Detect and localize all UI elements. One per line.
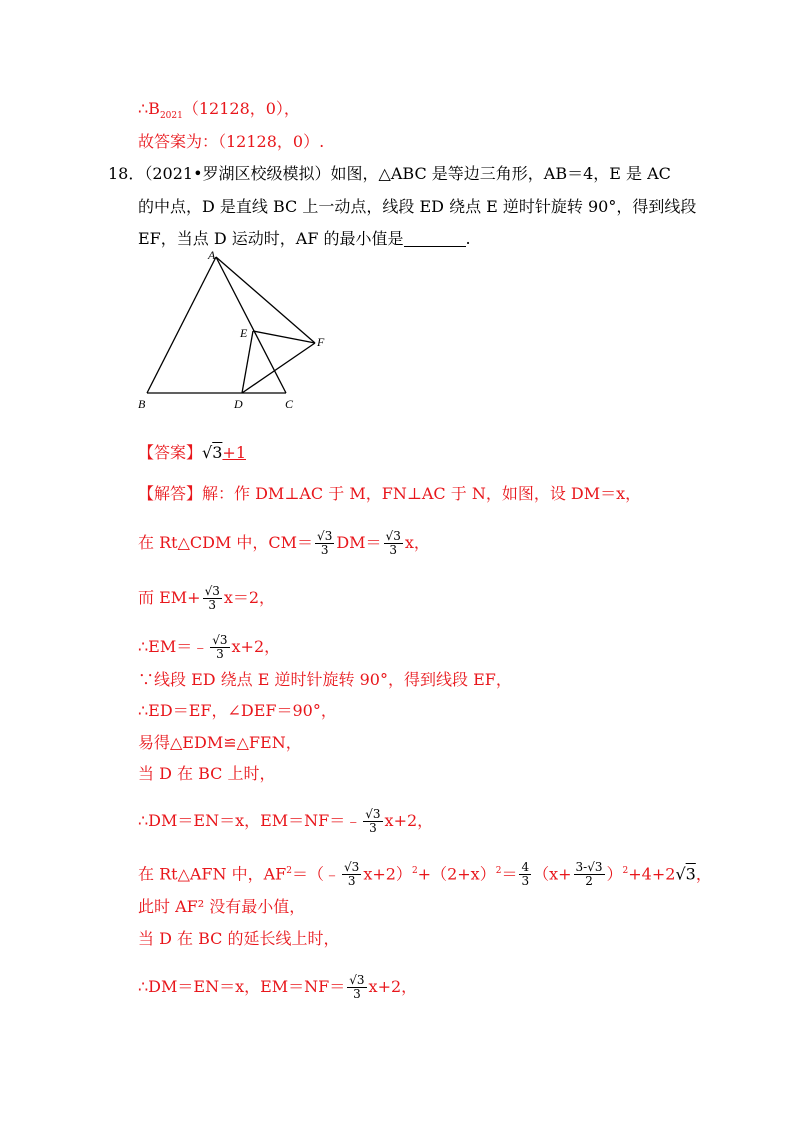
text: （12128，0）， (182, 99, 300, 118)
sqrt-expression: √3 (202, 443, 223, 462)
question-number: 18． (108, 164, 145, 183)
superscript: 2 (286, 866, 293, 876)
fraction-sqrt3-over-3 (384, 530, 403, 557)
prev-answer-line (138, 98, 300, 127)
text: DM＝ (336, 533, 382, 552)
question-line-1 (108, 163, 671, 185)
radicand: 3 (212, 443, 223, 462)
answer-label: 【答案】 (138, 443, 203, 462)
text: 此时 AF² 没有最小值， (138, 897, 306, 916)
text: x＝2， (223, 588, 276, 607)
fraction-sqrt3-over-3 (363, 808, 382, 835)
solution-line-2 (138, 530, 430, 557)
text: 而 EM+ (138, 588, 201, 607)
fraction-sqrt3-over-3 (315, 530, 334, 557)
text: 的中点，D 是直线 BC 上一动点，线段 ED 绕点 E 逆时针旋转 90°，得到线段 (138, 197, 697, 216)
denominator: 2 (585, 874, 593, 889)
answer-tail: +1 (222, 443, 246, 462)
text: 易得△EDM≌△FEN， (138, 733, 302, 752)
fraction-3-minus-sqrt3-over-2 (574, 861, 605, 888)
denominator: 3 (369, 821, 377, 835)
solution-line-13 (138, 974, 417, 1001)
text: ＝（﹣ (292, 864, 341, 884)
superscript: 2 (411, 866, 418, 876)
denominator: 3 (389, 543, 397, 557)
solution-line-7 (138, 732, 302, 754)
solution-line-10 (138, 860, 712, 888)
denominator: 3 (216, 647, 224, 661)
text: ∴EM＝﹣ (138, 637, 209, 656)
text: ∴DM＝EN＝x，EM＝NF＝ (138, 977, 346, 996)
text: . (465, 229, 471, 248)
text: 故答案为：（12128，0）. (138, 132, 325, 151)
denominator: 3 (320, 543, 329, 557)
segment-EF (253, 331, 315, 343)
text: 在 Rt△CDM 中，CM＝ (138, 533, 314, 552)
numerator: √3 (212, 633, 228, 647)
label-D: D (234, 397, 243, 411)
text: ＝ (501, 864, 518, 884)
text: ∴ED＝EF，∠DEF＝90°， (138, 701, 337, 720)
solution-label: 【解答】 (138, 484, 203, 503)
text: 解：作 DM⊥AC 于 M，FN⊥AC 于 N，如图，设 DM＝x， (202, 484, 642, 503)
label-B: B (138, 397, 146, 411)
text: +（2+x） (417, 864, 496, 884)
solution-line-4 (138, 634, 280, 661)
numerator: √3 (317, 529, 333, 543)
solution-line-5 (138, 669, 512, 691)
label-C: C (285, 397, 294, 411)
denominator: 3 (353, 987, 361, 1001)
label-E: E (240, 326, 248, 340)
solution-line-3 (138, 585, 275, 612)
question-line-2 (138, 196, 696, 218)
text: （2021•罗湖区校级模拟）如图，△ABC 是等边三角形，AB＝4，E 是 AC (144, 164, 671, 183)
fraction-sqrt3-over-3 (347, 974, 366, 1001)
fraction-sqrt3-over-3 (203, 585, 222, 612)
text: 当 D 在 BC 上时， (138, 764, 276, 783)
segment-AC (216, 257, 286, 393)
text: ∴DM＝EN＝x，EM＝NF＝﹣ (138, 811, 362, 830)
numerator: 4 (521, 860, 530, 875)
text: ） (606, 864, 623, 884)
denominator: 3 (347, 874, 356, 889)
denominator: 3 (208, 598, 217, 612)
numerator: √3 (365, 807, 381, 821)
fraction-sqrt3-over-3 (342, 861, 361, 888)
solution-line-12 (138, 928, 339, 950)
fraction-sqrt3-over-3 (210, 634, 229, 661)
fraction-4-over-3 (519, 861, 531, 888)
sqrt-expression: √3 (675, 864, 696, 884)
text: EF，当点 D 运动时，AF 的最小值是 (138, 229, 404, 248)
label-F: F (317, 335, 325, 349)
text: x+2， (368, 977, 418, 996)
solution-line-9 (138, 808, 433, 835)
solution-line-11 (138, 896, 305, 918)
superscript: 2 (495, 866, 502, 876)
text: ∵线段 ED 绕点 E 逆时针旋转 90°，得到线段 EF， (138, 670, 512, 689)
segment-AB (147, 257, 216, 393)
label-A: A (208, 248, 216, 262)
radicand: 3 (685, 864, 696, 884)
segment-AF (216, 257, 315, 343)
numerator: √3 (349, 973, 365, 987)
prev-conclusion-line (138, 131, 324, 153)
segment-ED (242, 331, 253, 393)
numerator: √3 (385, 529, 401, 543)
text: ∴B (138, 99, 160, 118)
text: x， (404, 533, 430, 552)
text: +4+2 (628, 864, 676, 884)
answer-blank (404, 230, 466, 247)
text: （x+ (533, 864, 572, 884)
text: x+2） (363, 864, 412, 884)
solution-line-8 (138, 763, 275, 785)
text: x+2， (384, 811, 434, 830)
text: 当 D 在 BC 的延长线上时， (138, 929, 340, 948)
segment-DF (242, 343, 315, 393)
geometry-figure (130, 245, 340, 415)
solution-line-6 (138, 700, 337, 722)
numerator: √3 (204, 584, 220, 598)
numerator: √3 (344, 860, 360, 875)
text: ， (695, 864, 712, 884)
numerator: 3-√3 (575, 860, 603, 875)
text: 在 Rt△AFN 中，AF (138, 864, 287, 884)
denominator: 3 (521, 874, 530, 889)
answer-line (138, 442, 246, 464)
solution-line-1 (138, 483, 641, 505)
superscript: 2 (622, 866, 629, 876)
text: x+2， (231, 637, 281, 656)
subscript: 2021 (159, 111, 183, 122)
